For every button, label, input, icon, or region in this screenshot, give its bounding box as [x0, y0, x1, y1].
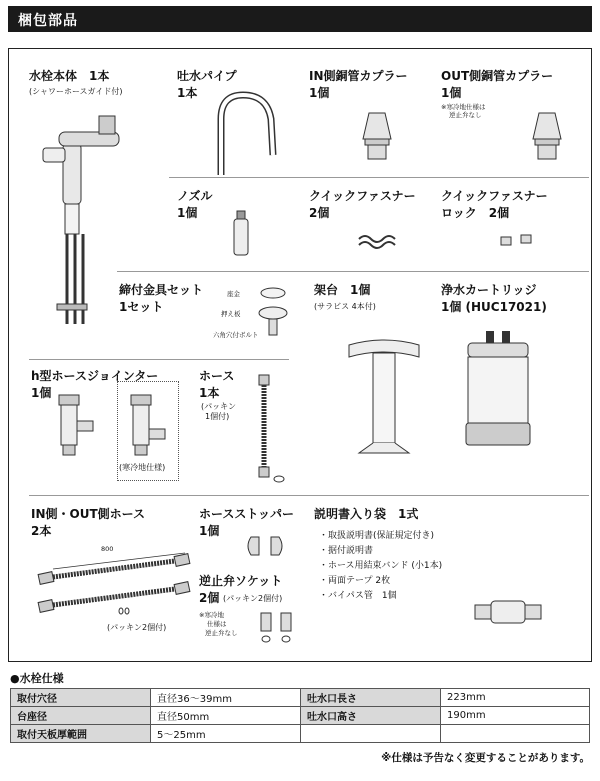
out-coupler-image	[529, 111, 565, 161]
spec-cell: 台座径	[11, 707, 151, 725]
check-valve-note1: ※寒冷地	[199, 611, 224, 619]
in-coupler-image	[359, 111, 395, 161]
check-valve-qty: 2個	[199, 591, 220, 605]
in-out-hose-qty: 2本	[31, 524, 52, 538]
faucet-name: 水栓本体 1本	[29, 69, 110, 83]
in-out-hose-length: 800	[101, 545, 114, 553]
fastening-set-qty: 1セット	[119, 300, 164, 314]
quick-lock-name: クイックファスナー	[441, 189, 548, 203]
nozzle-qty: 1個	[177, 206, 198, 220]
spec-cell: 223mm	[441, 689, 590, 707]
check-valve-note2: 仕様は	[207, 620, 227, 628]
manual-bag-item: ・据付説明書	[319, 546, 374, 556]
spec-table	[10, 688, 590, 743]
check-valve-note3: 逆止弁なし	[205, 629, 238, 637]
spec-title: ●水栓仕様	[10, 672, 64, 685]
fastening-washer-label: 座金	[227, 290, 240, 298]
spec-cell: 5〜25mm	[151, 725, 301, 743]
out-coupler-note2: 逆止弁なし	[449, 111, 482, 119]
in-coupler-name: IN側銅管カプラー	[309, 69, 408, 83]
spec-cell: 取付穴径	[11, 689, 151, 707]
spout-qty: 1本	[177, 86, 198, 100]
spec-cell	[301, 725, 441, 743]
fastening-bolt-label: 六角穴付ボルト	[213, 331, 259, 339]
table-row	[11, 725, 590, 743]
cartridge-qty: 1個 (HUC17021)	[441, 300, 547, 314]
check-valve-name: 逆止弁ソケット	[199, 574, 283, 588]
hose-image	[249, 375, 289, 485]
out-coupler-note1: ※寒冷地仕様は	[441, 103, 486, 111]
out-coupler-qty: 1個	[441, 86, 462, 100]
check-valve-image	[257, 611, 297, 647]
h-jointer-image	[49, 391, 99, 461]
out-coupler-name: OUT側銅管カプラー	[441, 69, 554, 83]
hose-name: ホース	[199, 369, 235, 383]
quick-fastener-image	[357, 231, 397, 251]
spec-cell: 吐水口高さ	[301, 707, 441, 725]
in-coupler-qty: 1個	[309, 86, 330, 100]
hose-qty: 1本	[199, 386, 220, 400]
manual-bag-item: ・取扱説明書(保証規定付き)	[319, 531, 435, 541]
hose-stopper-qty: 1個	[199, 524, 220, 538]
in-out-hose-image	[35, 549, 195, 619]
footer-note: ※仕様は予告なく変更することがあります。	[381, 752, 590, 764]
divider	[169, 177, 589, 178]
spec-cell: 直径50mm	[151, 707, 301, 725]
in-out-hose-name: IN側・OUT側ホース	[31, 507, 146, 521]
hose-note1: (パッキン	[201, 402, 237, 411]
in-out-hose-packing: (パッキン2個付)	[107, 623, 167, 632]
manual-bag-item: ・両面テープ 2枚	[319, 576, 391, 586]
fastening-plate-label: 押え板	[221, 310, 241, 318]
nozzle-name: ノズル	[177, 189, 213, 203]
stand-note: (サラビス 4本付)	[314, 302, 376, 311]
h-jointer-cold-label: (寒冷地仕様)	[119, 463, 166, 472]
spec-cell: 190mm	[441, 707, 590, 725]
quick-lock-qty: ロック 2個	[441, 206, 510, 220]
table-row	[11, 707, 590, 725]
manual-bag-item: ・バイパス管 1個	[319, 591, 397, 601]
spec-cell	[441, 725, 590, 743]
quick-lock-image	[499, 233, 535, 249]
stand-name: 架台 1個	[314, 283, 371, 297]
quick-fastener-qty: 2個	[309, 206, 330, 220]
table-row	[11, 689, 590, 707]
h-jointer-name: h型ホースジョインター	[31, 369, 159, 383]
spec-cell: 吐水口長さ	[301, 689, 441, 707]
fastening-set-image	[253, 283, 293, 343]
spout-pipe-image	[209, 89, 289, 179]
check-valve-packing: (パッキン2個付)	[223, 594, 283, 603]
divider	[117, 271, 589, 272]
hose-stopper-name: ホースストッパー	[199, 507, 295, 521]
spec-cell: 直径36〜39mm	[151, 689, 301, 707]
section-title: 梱包部品	[18, 13, 78, 29]
divider	[29, 495, 589, 496]
manual-bag-item: ・ホース用結束バンド (小1本)	[319, 561, 443, 571]
divider	[29, 359, 289, 360]
parts-frame	[8, 48, 592, 662]
spout-name: 吐水パイプ	[177, 69, 237, 83]
manual-bag-name: 説明書入り袋 1式	[314, 507, 419, 521]
section-header	[8, 6, 592, 32]
spec-cell: 取付天板厚範囲	[11, 725, 151, 743]
nozzle-image	[231, 211, 251, 261]
faucet-note: (シャワーホースガイド付)	[29, 87, 123, 96]
h-jointer-qty: 1個	[31, 386, 52, 400]
h-jointer-cold-image	[121, 391, 171, 461]
cartridge-image	[464, 331, 532, 451]
hose-stopper-image	[245, 533, 285, 559]
bypass-pipe-image	[473, 597, 543, 627]
stand-image	[339, 339, 429, 459]
cartridge-name: 浄水カートリッジ	[441, 283, 537, 297]
fastening-set-name: 締付金具セット	[119, 283, 204, 297]
quick-fastener-name: クイックファスナー	[309, 189, 416, 203]
hose-note2: 1個付)	[205, 412, 230, 421]
